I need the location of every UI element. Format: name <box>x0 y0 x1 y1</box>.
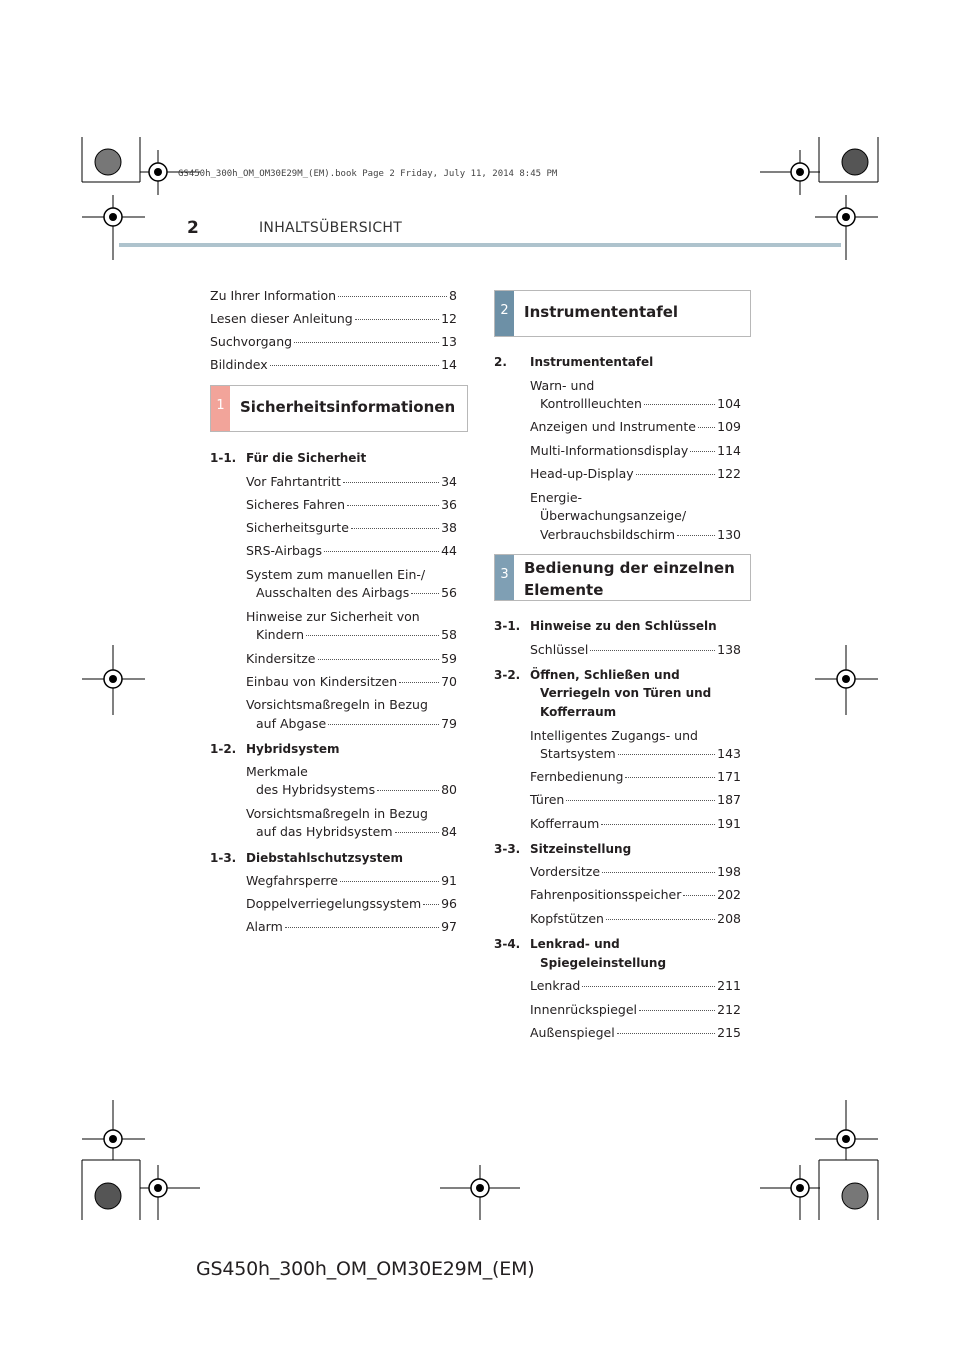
toc-entry-label-line[interactable]: Hinweise zur Sicherheit von <box>246 609 420 624</box>
leader-dots <box>399 682 439 683</box>
leader-dots <box>690 451 715 452</box>
toc-entry[interactable] <box>530 1025 741 1040</box>
section-title[interactable]: Öffnen, Schließen und <box>530 668 680 682</box>
chapter-2-title: Instrumententafel <box>524 303 679 321</box>
leader-dots <box>602 872 715 873</box>
toc-entry-label: Schlüssel <box>530 642 589 657</box>
toc-entry-page: 79 <box>441 716 457 731</box>
leader-dots <box>294 342 439 343</box>
toc-entry-label: Kontrollleuchten <box>540 396 642 411</box>
leader-dots <box>639 1010 715 1011</box>
toc-entry[interactable] <box>246 474 457 489</box>
leader-dots <box>338 296 447 297</box>
leader-dots <box>347 505 439 506</box>
section-title[interactable]: Instrumententafel <box>530 355 654 369</box>
toc-entry-label: Doppelverriegelungssystem <box>246 896 422 911</box>
toc-entry[interactable] <box>246 497 457 512</box>
toc-entry-label-line[interactable]: Vorsichtsmaßregeln in Bezug <box>246 806 428 821</box>
section-title[interactable]: Lenkrad- und <box>530 937 620 951</box>
toc-entry[interactable] <box>246 873 457 888</box>
toc-entry-page: 44 <box>441 543 457 558</box>
leader-dots <box>351 528 439 529</box>
toc-entry[interactable] <box>530 911 741 926</box>
toc-entry-label-line[interactable]: Warn- und <box>530 378 595 393</box>
toc-entry-page: 138 <box>717 642 741 657</box>
toc-entry-label-line[interactable]: Vorsichtsmaßregeln in Bezug <box>246 697 428 712</box>
section-number: 1-1. <box>210 451 237 465</box>
toc-entry[interactable] <box>530 1002 741 1017</box>
section-title[interactable]: Für die Sicherheit <box>246 451 367 465</box>
toc-entry-page: 215 <box>717 1025 741 1040</box>
section-number: 1-2. <box>210 742 237 756</box>
toc-entry-page: 56 <box>441 585 457 600</box>
toc-entry-page: 114 <box>717 443 741 458</box>
toc-entry-page: 191 <box>717 816 741 831</box>
toc-entry-label: Wegfahrsperre <box>246 873 338 888</box>
leader-dots <box>318 659 440 660</box>
toc-entry-page: 202 <box>717 887 741 902</box>
leader-dots <box>566 800 715 801</box>
toc-entry-page: 8 <box>449 288 457 303</box>
toc-entry[interactable] <box>256 824 457 839</box>
leader-dots <box>625 777 715 778</box>
toc-entry-label: Fernbedienung <box>530 769 624 784</box>
leader-dots <box>601 824 715 825</box>
chapter-1-title: Sicherheitsinformationen <box>240 398 456 416</box>
toc-entry-page: 122 <box>717 466 741 481</box>
toc-entry-label: des Hybridsystems <box>256 782 376 797</box>
toc-entry-page: 130 <box>717 527 741 542</box>
toc-entry-label-line[interactable]: System zum manuellen Ein-/ <box>246 567 426 582</box>
toc-entry[interactable] <box>210 288 457 303</box>
toc-entry-page: 13 <box>441 334 457 349</box>
toc-entry[interactable] <box>210 357 457 372</box>
toc-entry-page: 97 <box>441 919 457 934</box>
toc-entry-label: auf Abgase <box>256 716 327 731</box>
chapter-3-title-line: Elemente <box>524 581 604 599</box>
leader-dots <box>617 1033 715 1034</box>
toc-entry[interactable] <box>246 520 457 535</box>
leader-dots <box>377 790 439 791</box>
section-number: 1-3. <box>210 851 237 865</box>
toc-entry[interactable] <box>530 978 741 993</box>
toc-entry-label: Lesen dieser Anleitung <box>210 311 353 326</box>
toc-entry[interactable] <box>540 396 741 411</box>
toc-entry-label: Ausschalten des Airbags <box>256 585 410 600</box>
toc-entry-page: 109 <box>717 419 741 434</box>
toc-entry[interactable] <box>530 642 741 657</box>
toc-entry-label-line[interactable]: Merkmale <box>246 764 308 779</box>
leader-dots <box>677 535 715 536</box>
page-title: INHALTSÜBERSICHT <box>259 220 403 236</box>
toc-entry-label: Bildindex <box>210 357 268 372</box>
toc-entry-page: 58 <box>441 627 457 642</box>
toc-entry-label: Einbau von Kindersitzen <box>246 674 398 689</box>
toc-entry[interactable] <box>530 887 741 902</box>
section-title[interactable]: Sitzeinstellung <box>530 842 632 856</box>
leader-dots <box>644 404 715 405</box>
toc-entry-label: Sicherheitsgurte <box>246 520 349 535</box>
section-number: 3-1. <box>494 619 521 633</box>
leader-dots <box>411 593 439 594</box>
leader-dots <box>324 551 439 552</box>
book-file-header: GS450h_300h_OM_OM30E29M_(EM).book Page 2 Friday, July 11, 2014 8:45 PM <box>178 169 558 179</box>
toc-entry-label: Anzeigen und Instrumente <box>530 419 696 434</box>
toc-entry-page: 208 <box>717 911 741 926</box>
leader-dots <box>306 635 439 636</box>
leader-dots <box>343 482 439 483</box>
toc-entry-label-line[interactable]: Energie- <box>530 490 583 505</box>
leader-dots <box>618 754 715 755</box>
section-title[interactable]: Spiegeleinstellung <box>540 956 667 970</box>
toc-entry-label-line[interactable]: Intelligentes Zugangs- und <box>530 728 698 743</box>
chapter-3-box[interactable] <box>494 554 751 601</box>
toc-entry-label: Sicheres Fahren <box>246 497 346 512</box>
toc-entry-page: 36 <box>441 497 457 512</box>
chapter-3-title-line: Bedienung der einzelnen <box>524 559 735 577</box>
section-title[interactable]: Hinweise zu den Schlüsseln <box>530 619 717 633</box>
toc-entry-page: 212 <box>717 1002 741 1017</box>
toc-entry[interactable] <box>256 627 457 642</box>
toc-entry-label: Head-up-Display <box>530 466 634 481</box>
toc-entry-page: 70 <box>441 674 457 689</box>
toc-entry-label: Verbrauchsbildschirm <box>540 527 676 542</box>
chapter-3-tab: 3 <box>495 555 514 600</box>
toc-entry[interactable] <box>530 792 741 807</box>
toc-entry-label: Kindern <box>256 627 305 642</box>
leader-dots <box>328 724 439 725</box>
toc-entry[interactable] <box>256 716 457 731</box>
toc-entry-page: 91 <box>441 873 457 888</box>
chapter-1-box[interactable] <box>210 385 468 432</box>
chapter-1-tab: 1 <box>211 386 230 431</box>
toc-entry[interactable] <box>256 585 457 600</box>
toc-entry[interactable] <box>246 919 457 934</box>
page-number: 2 <box>187 218 199 238</box>
section-title[interactable]: Hybridsystem <box>246 742 340 756</box>
toc-entry[interactable] <box>530 816 741 831</box>
toc-entry[interactable] <box>210 334 457 349</box>
toc-entry-label: Türen <box>530 792 565 807</box>
toc-entry[interactable] <box>540 746 741 761</box>
toc-entry-label: Fahrenpositionsspeicher <box>530 887 682 902</box>
toc-entry-page: 171 <box>717 769 741 784</box>
section-number: 3-2. <box>494 668 521 682</box>
toc-entry[interactable] <box>530 769 741 784</box>
section-number: 3-4. <box>494 937 521 951</box>
toc-entry-page: 96 <box>441 896 457 911</box>
toc-entry-label: Außenspiegel <box>530 1025 615 1040</box>
toc-entry-page: 84 <box>441 824 457 839</box>
leader-dots <box>340 881 439 882</box>
toc-entry[interactable] <box>530 864 741 879</box>
toc-entry[interactable] <box>256 782 457 797</box>
toc-entry-label: auf das Hybridsystem <box>256 824 393 839</box>
toc-entry-page: 187 <box>717 792 741 807</box>
toc-entry-label: Vor Fahrtantritt <box>246 474 341 489</box>
toc-entry-page: 80 <box>441 782 457 797</box>
document-footer: GS450h_300h_OM_OM30E29M_(EM) <box>196 1258 535 1280</box>
toc-entry[interactable] <box>246 651 457 666</box>
toc-entry-label: Kofferraum <box>530 816 600 831</box>
leader-dots <box>285 927 439 928</box>
toc-entry-page: 34 <box>441 474 457 489</box>
toc-entry[interactable] <box>530 419 741 434</box>
toc-entry-label: Alarm <box>246 919 283 934</box>
section-title[interactable]: Verriegeln von Türen und <box>540 686 712 700</box>
leader-dots <box>423 904 439 905</box>
toc-entry-label: Vordersitze <box>530 864 601 879</box>
toc-entry-label: Lenkrad <box>530 978 581 993</box>
toc-entry[interactable] <box>210 311 457 326</box>
toc-entry-label: Zu Ihrer Information <box>210 288 337 303</box>
toc-entry-page: 12 <box>441 311 457 326</box>
chapter-2-box[interactable] <box>494 290 751 337</box>
toc-entry[interactable] <box>530 443 741 458</box>
leader-dots <box>683 895 715 896</box>
leader-dots <box>698 427 715 428</box>
toc-entry[interactable] <box>246 896 457 911</box>
chapter-2-tab: 2 <box>495 291 514 336</box>
toc-entry-page: 143 <box>717 746 741 761</box>
toc-entry-label: Suchvorgang <box>210 334 293 349</box>
toc-entry-label: Innenrückspiegel <box>530 1002 638 1017</box>
toc-entry-page: 59 <box>441 651 457 666</box>
toc-entry-page: 211 <box>717 978 741 993</box>
toc-entry-page: 38 <box>441 520 457 535</box>
leader-dots <box>582 986 715 987</box>
leader-dots <box>590 650 715 651</box>
section-number: 2. <box>494 355 507 369</box>
toc-entry[interactable] <box>540 527 741 542</box>
toc-entry-label: Kindersitze <box>246 651 316 666</box>
toc-entry-page: 104 <box>717 396 741 411</box>
leader-dots <box>270 365 439 366</box>
toc-entry[interactable] <box>530 466 741 481</box>
leader-dots <box>355 319 439 320</box>
toc-entry-label: Startsystem <box>540 746 616 761</box>
leader-dots <box>606 919 715 920</box>
section-number: 3-3. <box>494 842 521 856</box>
toc-entry-label: SRS-Airbags <box>246 543 322 558</box>
header-rule <box>119 243 841 247</box>
section-title[interactable]: Diebstahlschutzsystem <box>246 851 403 865</box>
toc-entry-page: 14 <box>441 357 457 372</box>
toc-entry[interactable] <box>246 674 457 689</box>
leader-dots <box>636 474 716 475</box>
toc-entry[interactable] <box>246 543 457 558</box>
toc-entry-page: 198 <box>717 864 741 879</box>
toc-entry-label: Kopfstützen <box>530 911 604 926</box>
toc-entry-label: Multi-Informationsdisplay <box>530 443 689 458</box>
toc-entry-label-line[interactable]: Überwachungsanzeige/ <box>540 508 687 523</box>
chapter-3-title <box>514 555 735 600</box>
leader-dots <box>395 832 440 833</box>
section-title[interactable]: Kofferraum <box>540 705 617 719</box>
